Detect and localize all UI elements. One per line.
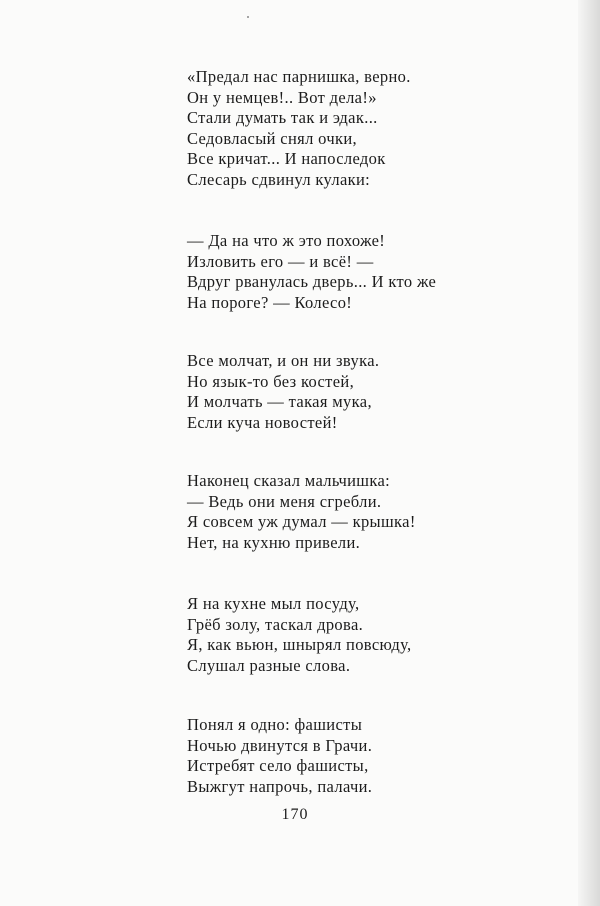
verse-line: «Предал нас парнишка, верно. (187, 67, 411, 86)
verse-line: Грёб золу, таскал дрова. (187, 614, 364, 634)
page-edge-shadow (578, 0, 600, 906)
verse-line: Слесарь сдвинул кулаки: (187, 169, 371, 189)
verse-line: Выжгут напрочь, палачи. (187, 776, 373, 796)
verse-line: Наконец сказал мальчишка: (187, 471, 391, 490)
verse-line: — Да на что ж это похоже! (187, 231, 386, 250)
print-speck (247, 16, 249, 18)
page-number: 170 (281, 806, 309, 823)
verse-line: Все кричат... И напоследок (187, 149, 386, 168)
stanza-3 (187, 351, 379, 433)
verse-line: Слушал разные слова. (187, 655, 351, 675)
verse-line: Но язык-то без костей, (187, 371, 355, 391)
verse-line: — Ведь они меня сгребли. (187, 491, 382, 511)
stanza-2 (187, 231, 436, 313)
verse-line: Вдруг рванулась дверь... И кто же (187, 272, 437, 291)
verse-line: Все молчат, и он ни звука. (187, 351, 380, 370)
verse-line: Если куча новостей! (187, 412, 338, 432)
stanza-4 (187, 471, 416, 553)
verse-line: Истребят село фашисты, (187, 756, 369, 775)
stanza-1 (187, 67, 411, 190)
verse-line: Я, как вьюн, шнырял повсюду, (187, 635, 412, 654)
verse-line: Я на кухне мыл посуду, (187, 594, 360, 613)
verse-line: Нет, на кухню привели. (187, 532, 361, 552)
verse-line: На пороге? — Колесо! (187, 292, 353, 312)
verse-line: Ночью двинутся в Грачи. (187, 735, 373, 755)
verse-line: Седовласый снял очки, (187, 128, 357, 148)
verse-line: Он у немцев!.. Вот дела!» (187, 87, 377, 107)
verse-line: Стали думать так и эдак... (187, 108, 378, 127)
verse-line: Я совсем уж думал — крышка! (187, 512, 416, 531)
verse-line: Понял я одно: фашисты (187, 715, 363, 734)
stanza-6 (187, 715, 372, 797)
verse-line: И молчать — такая мука, (187, 392, 372, 411)
verse-line: Изловить его — и всё! — (187, 251, 374, 271)
stanza-5 (187, 594, 412, 676)
